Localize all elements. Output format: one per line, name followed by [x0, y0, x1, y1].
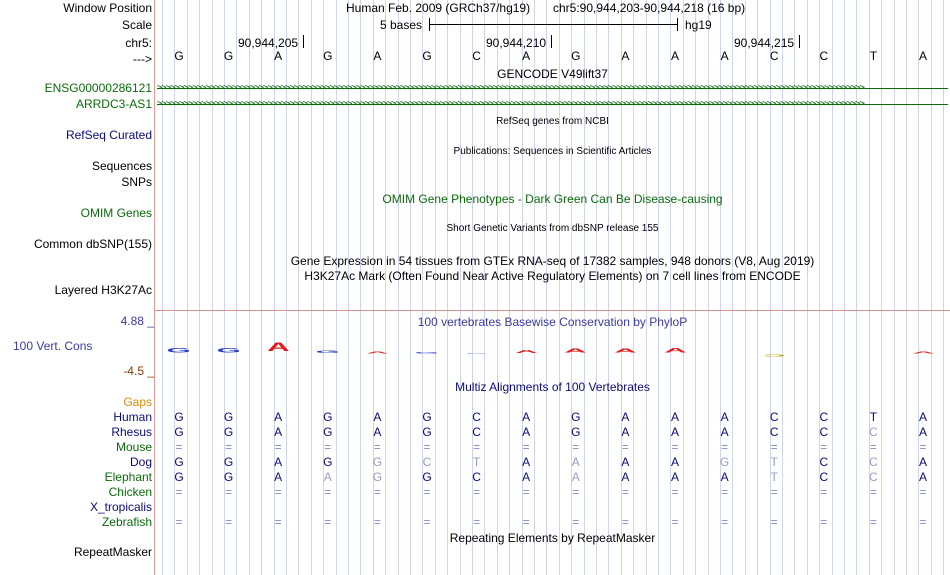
sequence-base: T: [869, 49, 878, 63]
alignment-base: A: [670, 425, 679, 439]
alignment-base: =: [423, 485, 431, 499]
alignment-base: G: [323, 455, 333, 469]
conservation-top-line: [155, 310, 950, 311]
alignment-base: A: [274, 410, 283, 424]
alignment-base: =: [721, 515, 729, 529]
alignment-base: G: [372, 455, 383, 469]
window-position-label: Window Position: [63, 1, 152, 15]
conservation-letter: A: [663, 347, 687, 354]
dbsnp-track-title: Short Genetic Variants from dbSNP release 155: [446, 223, 659, 234]
conservation-track-title: 100 vertebrates Basewise Conservation by PhyloP: [417, 315, 688, 329]
alignment-base: =: [324, 485, 332, 499]
alignment-base: C: [769, 410, 779, 424]
coord-tick: [799, 35, 800, 48]
conservation-letter: G: [315, 349, 340, 354]
alignment-base: C: [819, 425, 829, 439]
conservation-glyph: [903, 340, 943, 354]
alignment-base: =: [621, 515, 629, 529]
sequence-base: A: [274, 49, 283, 63]
species-label[interactable]: X_tropicalis: [89, 500, 152, 514]
cons-track-label[interactable]: 100 Vert. Cons: [13, 339, 93, 353]
strand-label: --->: [133, 52, 152, 66]
conservation-glyph: [556, 340, 596, 354]
alignment-base: =: [572, 515, 580, 529]
alignment-base: A: [373, 410, 382, 424]
alignment-base: A: [670, 455, 679, 469]
alignment-base: =: [869, 485, 877, 499]
sidebar-divider: [154, 0, 155, 575]
alignment-base: C: [472, 410, 481, 424]
sequence-base: A: [720, 49, 729, 63]
sequence-base: G: [323, 49, 333, 63]
alignment-base: A: [522, 410, 531, 424]
coord-tick: [551, 35, 552, 48]
sequences-label[interactable]: Sequences: [91, 159, 152, 173]
alignment-base: =: [274, 440, 282, 454]
omim-genes-label[interactable]: OMIM Genes: [80, 206, 152, 220]
alignment-base: A: [522, 455, 531, 469]
multiz-track-title: Multiz Alignments of 100 Vertebrates: [455, 380, 650, 394]
sequence-base: A: [918, 49, 927, 63]
alignment-base: A: [274, 425, 283, 439]
alignment-base: =: [373, 440, 381, 454]
alignment-base: G: [422, 410, 432, 424]
conservation-glyph: [407, 340, 447, 354]
alignment-base: G: [223, 425, 234, 439]
alignment-base: G: [174, 425, 184, 439]
alignment-base: C: [472, 425, 481, 439]
conservation-letter: G: [166, 346, 192, 354]
conservation-glyph: [209, 340, 249, 354]
gene-ensg-strand-arrows: >>>>>>>>>>>>>>>>>>>>>>>>>>>>>>>>>>>>>>>>>>>>>>>>>>>>>>>>>>>>>>>>>>>>>>>>>>>>>>>>>>>>>>>>>>>>>>>>>>>>>>>>>>>>>>>>>>>>>>>>>>>>>>>>>>>>>>>>>>>>>>>>>>>>>>>>>>>>>>>>: [157, 83, 864, 93]
refseq-track-title: RefSeq genes from NCBI: [496, 116, 609, 127]
conservation-glyph: [506, 340, 546, 354]
alignment-base: =: [522, 515, 530, 529]
common-dbsnp-label[interactable]: Common dbSNP(155): [33, 237, 152, 251]
sequence-base: G: [422, 49, 432, 63]
sequence-base: C: [472, 49, 481, 63]
alignment-base: A: [720, 470, 729, 484]
species-label[interactable]: Human: [113, 410, 152, 424]
alignment-base: A: [670, 470, 679, 484]
alignment-base: =: [373, 485, 381, 499]
alignment-base: =: [473, 485, 481, 499]
h3k27ac-track-title: H3K27Ac Mark (Often Found Near Active Regulatory Elements) on 7 cell lines from ENCODE: [304, 269, 801, 283]
alignment-base: =: [324, 515, 332, 529]
alignment-base: G: [223, 470, 234, 484]
conservation-glyph: [357, 340, 397, 354]
coord-tick: [303, 35, 304, 48]
conservation-letter: A: [911, 351, 935, 354]
alignment-base: T: [770, 470, 778, 484]
alignment-base: C: [869, 470, 878, 484]
alignment-base: =: [721, 440, 729, 454]
alignment-base: A: [274, 470, 283, 484]
alignment-base: A: [720, 410, 729, 424]
publications-track-title: Publications: Sequences in Scientific Articles: [453, 146, 652, 157]
alignment-base: T: [472, 455, 481, 469]
species-label[interactable]: Dog: [129, 455, 152, 469]
conservation-glyph: [308, 340, 348, 354]
chrom-label: chr5:: [125, 36, 152, 50]
conservation-letter: C: [465, 352, 488, 354]
repeatmasker-track-title: Repeating Elements by RepeatMasker: [449, 531, 656, 545]
alignment-base: A: [621, 470, 630, 484]
alignment-base: A: [918, 455, 927, 469]
scale-db: hg19: [685, 18, 712, 32]
species-label[interactable]: Mouse: [115, 440, 152, 454]
coord-label: 90,944,210: [486, 36, 547, 50]
conservation-letter: A: [266, 340, 290, 354]
alignment-base: A: [522, 425, 531, 439]
alignment-base: G: [323, 410, 333, 424]
sequence-base: C: [769, 49, 779, 63]
alignment-base: =: [671, 485, 679, 499]
alignment-base: G: [223, 410, 234, 424]
alignment-base: =: [919, 485, 927, 499]
alignment-base: =: [473, 440, 481, 454]
alignment-base: =: [324, 440, 332, 454]
alignment-base: =: [473, 515, 481, 529]
sequence-base: A: [621, 49, 630, 63]
alignment-base: =: [919, 515, 927, 529]
alignment-base: G: [571, 425, 581, 439]
assembly-name: Human Feb. 2009 (GRCh37/hg19): [346, 1, 531, 15]
conservation-letter: G: [414, 351, 440, 354]
alignment-base: =: [820, 485, 828, 499]
snps-label[interactable]: SNPs: [121, 175, 152, 189]
cons-max-label: 4.88 _: [120, 314, 154, 328]
alignment-base: C: [819, 455, 829, 469]
conservation-letter: A: [514, 349, 538, 354]
alignment-base: A: [571, 470, 580, 484]
alignment-base: =: [919, 440, 927, 454]
alignment-base: A: [918, 470, 927, 484]
alignment-base: =: [869, 515, 877, 529]
repeatmasker-label[interactable]: RepeatMasker: [73, 545, 152, 559]
alignment-base: =: [820, 515, 828, 529]
alignment-base: A: [373, 425, 382, 439]
alignment-base: G: [422, 425, 432, 439]
alignment-base: G: [372, 470, 383, 484]
alignment-base: G: [223, 455, 234, 469]
alignment-base: =: [423, 515, 431, 529]
alignment-base: G: [174, 470, 184, 484]
alignment-base: =: [373, 515, 381, 529]
sequence-base: C: [819, 49, 829, 63]
sequence-base: G: [174, 49, 184, 63]
alignment-base: A: [571, 455, 580, 469]
conservation-glyph: [605, 340, 645, 354]
alignment-base: C: [819, 410, 829, 424]
alignment-base: =: [225, 485, 233, 499]
alignment-base: C: [869, 455, 878, 469]
species-label[interactable]: Rhesus: [111, 425, 152, 439]
gtex-track-title: Gene Expression in 54 tissues from GTEx RNA-seq of 17382 samples, 948 donors (V8, Aug 2019): [290, 254, 815, 268]
alignment-base: =: [274, 515, 282, 529]
alignment-base: T: [869, 410, 878, 424]
alignment-base: G: [174, 410, 184, 424]
alignment-base: C: [819, 470, 829, 484]
sequence-base: A: [522, 49, 531, 63]
alignment-base: G: [719, 455, 730, 469]
alignment-base: G: [323, 425, 333, 439]
gene-label-ensg[interactable]: ENSG00000286121: [44, 81, 152, 95]
conservation-letter: A: [366, 350, 389, 354]
coord-label: 90,944,215: [734, 36, 795, 50]
conservation-glyph: [754, 340, 794, 357]
conservation-glyph: [457, 340, 497, 354]
alignment-base: =: [621, 440, 629, 454]
gene-arrdc3-as1-strand-arrows: >>>>>>>>>>>>>>>>>>>>>>>>>>>>>>>>>>>>>>>>>>>>>>>>>>>>>>>>>>>>>>>>>>>>>>>>>>>>>>>>>>>>>>>>>>>>>>>>>>>>>>>>>>>>>>>>>>>>>>>>>>>>>>>>>>>>>>>>>>>>>>>>>>>>>>>>>>>>>>>>: [157, 99, 864, 109]
alignment-base: A: [274, 455, 283, 469]
scale-text: 5 bases: [380, 18, 423, 32]
alignment-base: =: [621, 485, 629, 499]
alignment-base: T: [770, 455, 778, 469]
conservation-glyph: [655, 340, 695, 354]
species-label[interactable]: Elephant: [104, 470, 152, 484]
conservation-glyph: [258, 340, 298, 354]
gaps-label: Gaps: [123, 395, 152, 409]
alignment-base: A: [918, 425, 927, 439]
alignment-base: A: [323, 470, 332, 484]
sequence-base: G: [223, 49, 234, 63]
alignment-base: A: [621, 425, 630, 439]
position-readout[interactable]: chr5:90,944,203-90,944,218 (16 bp): [553, 1, 746, 15]
alignment-base: =: [522, 485, 530, 499]
cons-min-label: -4.5 _: [123, 364, 154, 378]
alignment-base: G: [422, 470, 432, 484]
alignment-base: G: [571, 410, 581, 424]
species-label[interactable]: Zebrafish: [101, 515, 152, 529]
alignment-base: =: [175, 440, 183, 454]
scale-bar: [429, 24, 677, 25]
alignment-base: =: [671, 515, 679, 529]
alignment-base: =: [572, 440, 580, 454]
alignment-base: C: [769, 425, 779, 439]
conservation-letter: A: [614, 347, 637, 354]
omim-track-title: OMIM Gene Phenotypes - Dark Green Can Be Disease-causing: [382, 192, 723, 206]
alignment-base: =: [225, 440, 233, 454]
alignment-base: =: [274, 485, 282, 499]
alignment-base: =: [770, 515, 778, 529]
alignment-base: =: [175, 515, 183, 529]
alignment-base: =: [225, 515, 233, 529]
alignment-base: A: [522, 470, 531, 484]
sequence-base: G: [571, 49, 581, 63]
alignment-base: =: [770, 485, 778, 499]
gencode-track-title: GENCODE V49lift37: [497, 67, 608, 81]
alignment-base: G: [174, 455, 184, 469]
alignment-base: =: [522, 440, 530, 454]
conservation-letter: G: [216, 346, 241, 354]
alignment-base: A: [670, 410, 679, 424]
alignment-base: =: [423, 440, 431, 454]
alignment-base: C: [472, 470, 481, 484]
coord-label: 90,944,205: [238, 36, 299, 50]
layered-h3k27ac-label[interactable]: Layered H3K27Ac: [54, 283, 152, 297]
alignment-base: =: [671, 440, 679, 454]
refseq-curated-label[interactable]: RefSeq Curated: [65, 128, 152, 142]
alignment-base: =: [572, 485, 580, 499]
sequence-base: A: [373, 49, 382, 63]
sequence-base: A: [670, 49, 679, 63]
conservation-letter: A: [564, 347, 588, 354]
conservation-glyph: [159, 340, 199, 354]
alignment-base: C: [869, 425, 878, 439]
alignment-base: A: [918, 410, 927, 424]
alignment-base: =: [721, 485, 729, 499]
alignment-base: C: [422, 455, 432, 469]
alignment-base: A: [720, 425, 729, 439]
conservation-letter: C: [762, 354, 786, 357]
scale-bar-right: [677, 18, 678, 31]
alignment-base: A: [621, 410, 630, 424]
scale-label: Scale: [121, 18, 152, 32]
alignment-base: =: [770, 440, 778, 454]
alignment-base: =: [869, 440, 877, 454]
alignment-base: =: [175, 485, 183, 499]
alignment-base: A: [621, 455, 630, 469]
alignment-base: =: [820, 440, 828, 454]
species-label[interactable]: Chicken: [108, 485, 152, 499]
gene-label-arrdc3-as1[interactable]: ARRDC3-AS1: [75, 97, 152, 111]
